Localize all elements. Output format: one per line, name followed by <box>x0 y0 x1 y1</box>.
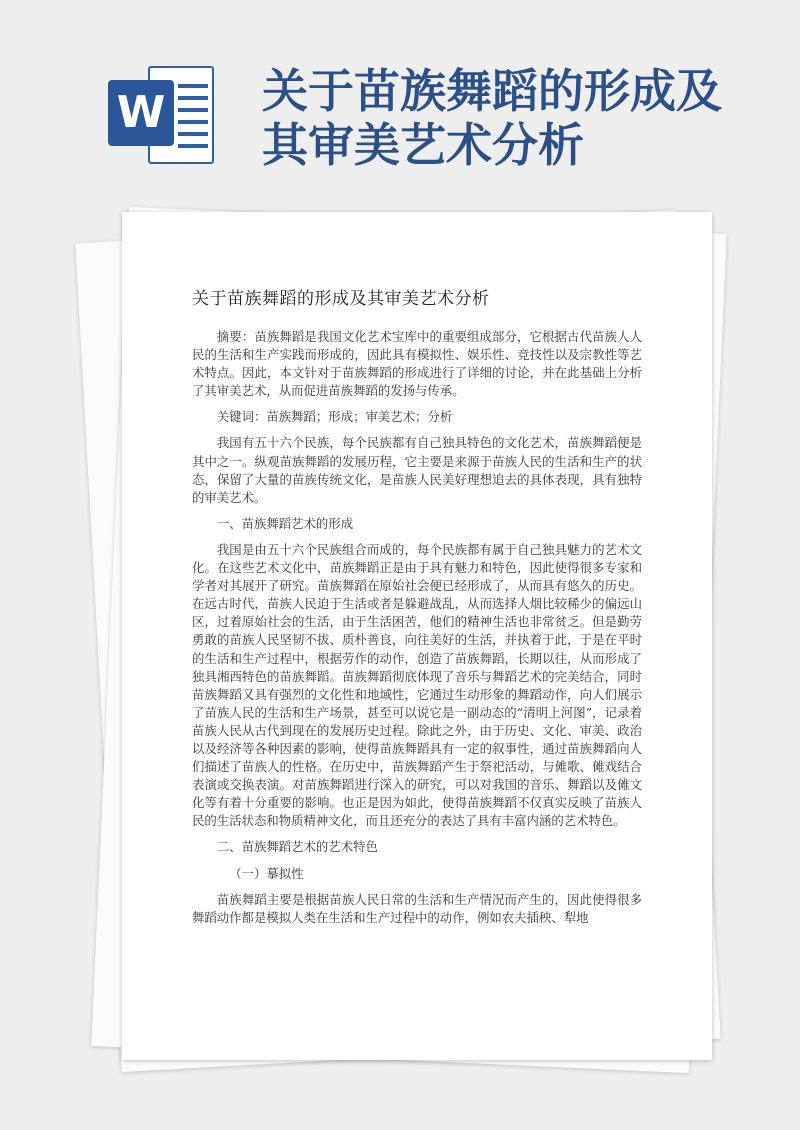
subsection-heading: （一）摹拟性 <box>229 865 304 881</box>
intro-paragraph: 我国有五十六个民族，每个民族都有自己独具特色的文化艺术，苗族舞蹈便是其中之一。纵观苗族舞蹈的发展历程，它主要是来源于苗族人民的生活和生产的状态，保留了大量的苗族传统文化，是苗族人民美好理想追去的具体表现，具有独特的审美艺术。 <box>192 435 642 505</box>
abstract-paragraph: 摘要：苗族舞蹈是我国文化艺术宝库中的重要组成部分，它根据古代苗族人人民的生活和生产实践而形成的，因此具有模拟性、娱乐性、竞技性以及宗教性等艺术特点。因此，本文针对于苗族舞蹈的形成进行了详细的讨论，并在此基础上分析了其审美艺术，从而促进苗族舞蹈的发扬与传承。 <box>192 329 642 399</box>
word-logo-badge: W <box>108 80 174 146</box>
document-title: 关于苗族舞蹈的形成及其审美艺术分析 <box>192 289 490 309</box>
subsection-paragraph: 苗族舞蹈主要是根据苗族人民日常的生活和生产情况而产生的，因此使得很多舞蹈动作都是模拟人类在生活和生产过程中的动作，例如农夫插秧、犁地 <box>192 891 642 925</box>
section-paragraph: 我国是由五十六个民族组合而成的，每个民族都有属于自己独具魅力的艺术文化。在这些艺术文化中，苗族舞蹈正是由于具有魅力和特色，因此使得很多专家和学者对其展开了研究。苗族舞蹈在原始社会便已经形成了，从而具有悠久的历史。在远古时代，苗族人民迫于生活或者是躲避战乱，从而选择人烟比较稀少的偏远山区，过着原始社会的生活，由于生活困苦，他们的精神生活也非常贫乏。但是勤劳勇敢的苗族人民坚韧不拔、质朴善良，向往美好的生活，并执着于此，于是在平时的生活和生产过程中，根据劳作的动作，创造了苗族舞蹈，长期以往，从而形成了独具湘西特色的苗族舞蹈。苗族舞蹈彻底体现了音乐与舞蹈艺术的完美结合，同时苗族舞蹈又具有强烈的文化性和地域性，它通过生动形象的舞蹈动作，向人们展示了苗族人民的生活和生产场景，甚至可以说它是一副动态的“清明上河图”，记录着苗族人民从古代到现在的发展历史过程。除此之外，由于历史、文化、审美、政治以及经济等各种因素的影响，使得苗族舞蹈具有一定的叙事性，通过苗族舞蹈向人们描述了苗族人的性格。在历史中，苗族舞蹈产生于祭祀活动，与傩歌、傩戏结合表演或交换表演。对苗族舞蹈进行深入的研究，可以对我国的音乐、舞蹈以及傩文化等有着十分重要的影响。也正是因为如此，使得苗族舞蹈不仅真实反映了苗族人民的生活状态和物质精神文化，而且还充分的表达了具有丰富内涵的艺术特色。 <box>192 541 642 829</box>
document-body <box>192 328 642 935</box>
text-line-icon <box>178 84 208 88</box>
text-line-icon <box>178 108 208 112</box>
word-app-logo <box>108 62 220 168</box>
section-heading: 二、苗族舞蹈艺术的艺术特色 <box>216 839 378 855</box>
text-line-icon <box>178 120 208 124</box>
text-line-icon <box>178 96 208 100</box>
text-line-icon <box>178 132 208 136</box>
section-heading: 一、苗族舞蹈艺术的形成 <box>216 515 354 531</box>
document-page <box>122 212 712 1060</box>
banner-title: 关于苗族舞蹈的形成及其审美艺术分析 <box>262 64 722 172</box>
text-line-icon <box>178 144 208 148</box>
keywords-line: 关键词：苗族舞蹈；形成；审美艺术；分析 <box>216 409 453 425</box>
